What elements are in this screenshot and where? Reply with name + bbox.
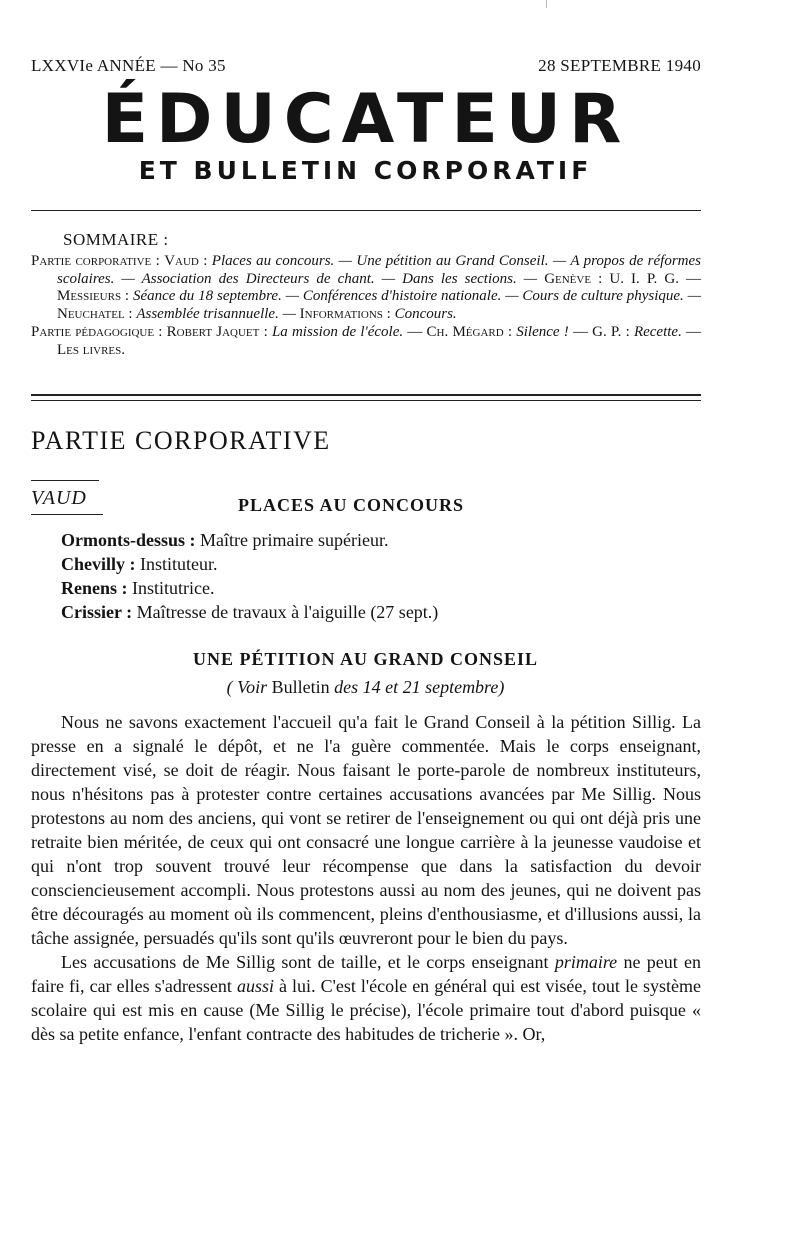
emphasis-primaire: primaire [554,952,618,972]
sommaire-item-silence: Silence ! [516,324,569,340]
sommaire-messieurs: Messieurs [57,288,122,304]
paragraph-text: à lui. C'est l'école en général qui est visée, tout le système scolaire qui est mis en cause (Me Sillig le précise), l'école primaire tout d'abord puisque « dès sa petite enfance, l'enfant contracte des habitudes de tricherie ». Or, [31,976,701,1044]
places-title: PLACES AU CONCOURS [238,495,465,515]
list-item: Chevilly : Instituteur. [61,554,218,574]
canton-heading: VAUD [31,487,87,509]
list-item: Ormonts-dessus : Maître primaire supérieur. [61,530,389,550]
sommaire-informations-items: Concours. [394,305,457,322]
sommaire-geneve-items: Séance du 18 septembre. — Conférences d'histoire nationale. — Cours de culture physique. — [132,288,702,304]
section-rule [31,480,99,481]
article-subtitle [0,677,731,698]
paragraph-text: ne peut en faire fi, car elles s'adressent [31,952,702,996]
article-body [31,710,701,1046]
sommaire-informations: Informations [299,305,383,322]
sommaire-divider-thick [31,394,701,396]
sommaire-vaud: Vaud [164,253,199,269]
place-name: Chevilly [61,554,126,574]
place-name: Renens [61,578,118,598]
place-name: Ormonts-dessus [61,530,186,550]
sommaire-geneve: Genève [544,270,592,287]
article-title: UNE PÉTITION AU GRAND CONSEIL [192,649,539,669]
sommaire-author-jaquet: Robert Jaquet [166,324,260,340]
sommaire-neuchatel-items: Assemblée trisannuelle. — [136,305,296,322]
sommaire-uipg: U. I. P. G. — [609,270,702,287]
place-post: Institutrice. [132,578,215,598]
sommaire-label: SOMMAIRE : [63,230,169,249]
sommaire-corporative: Partie corporative : Vaud : Places au concours. — Une pétition au Grand Conseil. — A propos de réformes scolaires. — Association des Directeurs de chant. — Dans les sections. — Genève : U. I. P. G. — Messieurs : Séance du 18 septembre. — Conférences d'histoire nationale. — Cours de culture physique. — Neuchatel : Assemblée trisannuelle. — Informations : Concours. [31,253,702,322]
sommaire-item-mission: La mission de l'école. [271,324,404,340]
place-post: Maîtresse de travaux à l'aiguille (27 sept.) [136,602,439,622]
sommaire-contents [31,253,701,360]
header-divider [31,210,701,211]
scan-mark [546,0,547,8]
sommaire-author-megard: Ch. Mégard [426,324,504,340]
sommaire-livres: Les livres. [57,341,125,358]
places-list [61,528,438,624]
article-paragraph-1: Nous ne savons exactement l'accueil qu'a fait le Grand Conseil à la pétition Sillig. La presse en a signalé le dépôt, et ne l'a guère commentée. Mais le corps enseignant, directement visé, se doit de réagir. Nous faisant le porte-parole de nombreux instituteurs, nous n'hésitons pas à protester contre certaines accusations avancées par Me Sillig. Nous protestons au nom des anciens, qui vont se retirer de l'enseignement ou qui ont déjà pris une retraite bien méritée, de ceux qui ont consacré une longue carrière à la jeunesse vaudoise et qui n'ont trop souvent trouvé leur récompense que dans la satisfaction du devoir consciencieusement accompli. Nous protestons aussi au nom des jeunes, qui ne doivent pas être découragés au moment où ils commencent, pleins d'enthousiasme, et d'illusions aussi, la tâche assignée, persuadés qu'ils sont qu'ils œuvreront pour le bien du pays. [31,712,701,948]
canton-underline [31,514,103,515]
paragraph-text: Les accusations de Me Sillig sont de taille, et le corps enseignant [61,952,549,972]
sommaire-author-gp: G. P. [592,324,622,340]
sommaire-vaud-items: Places au concours. — Une pétition au Grand Conseil. — A propos de réformes scolaires. — Association des Directeurs de chant. — Dans les sections. — [57,253,701,287]
masthead-title: ÉDUCATEUR [101,80,630,159]
masthead-subtitle: ET BULLETIN CORPORATIF [138,156,593,185]
sommaire-item-recette: Recette. [633,324,682,340]
sommaire-neuchatel: Neuchatel [57,305,125,322]
sommaire-divider-thin [31,400,701,401]
sommaire-pedagogique: Partie pédagogique : Robert Jaquet : La mission de l'école. — Ch. Mégard : Silence ! — G. P. : Recette. — Les livres. [31,324,702,358]
subtitle-dates: des 14 et 21 septembre) [334,677,505,697]
emphasis-aussi: aussi [236,976,274,996]
list-item: Renens : Institutrice. [61,578,215,598]
issue-date: 28 SEPTEMBRE 1940 [538,56,701,75]
subtitle-voir: ( Voir [226,677,268,697]
article-paragraph-2 [31,950,701,1046]
list-item: Crissier : Maîtresse de travaux à l'aiguille (27 sept.) [61,602,439,622]
place-post: Instituteur. [140,554,218,574]
place-name: Crissier [61,602,122,622]
section-title: PARTIE CORPORATIVE [31,426,331,455]
issue-number: LXXVIe ANNÉE — No 35 [31,56,226,75]
sommaire-peda-head: Partie pédagogique [31,324,155,340]
sommaire-corp-head: Partie corporative [31,253,152,269]
subtitle-bulletin: Bulletin [271,677,330,697]
place-post: Maître primaire supérieur. [200,530,389,550]
